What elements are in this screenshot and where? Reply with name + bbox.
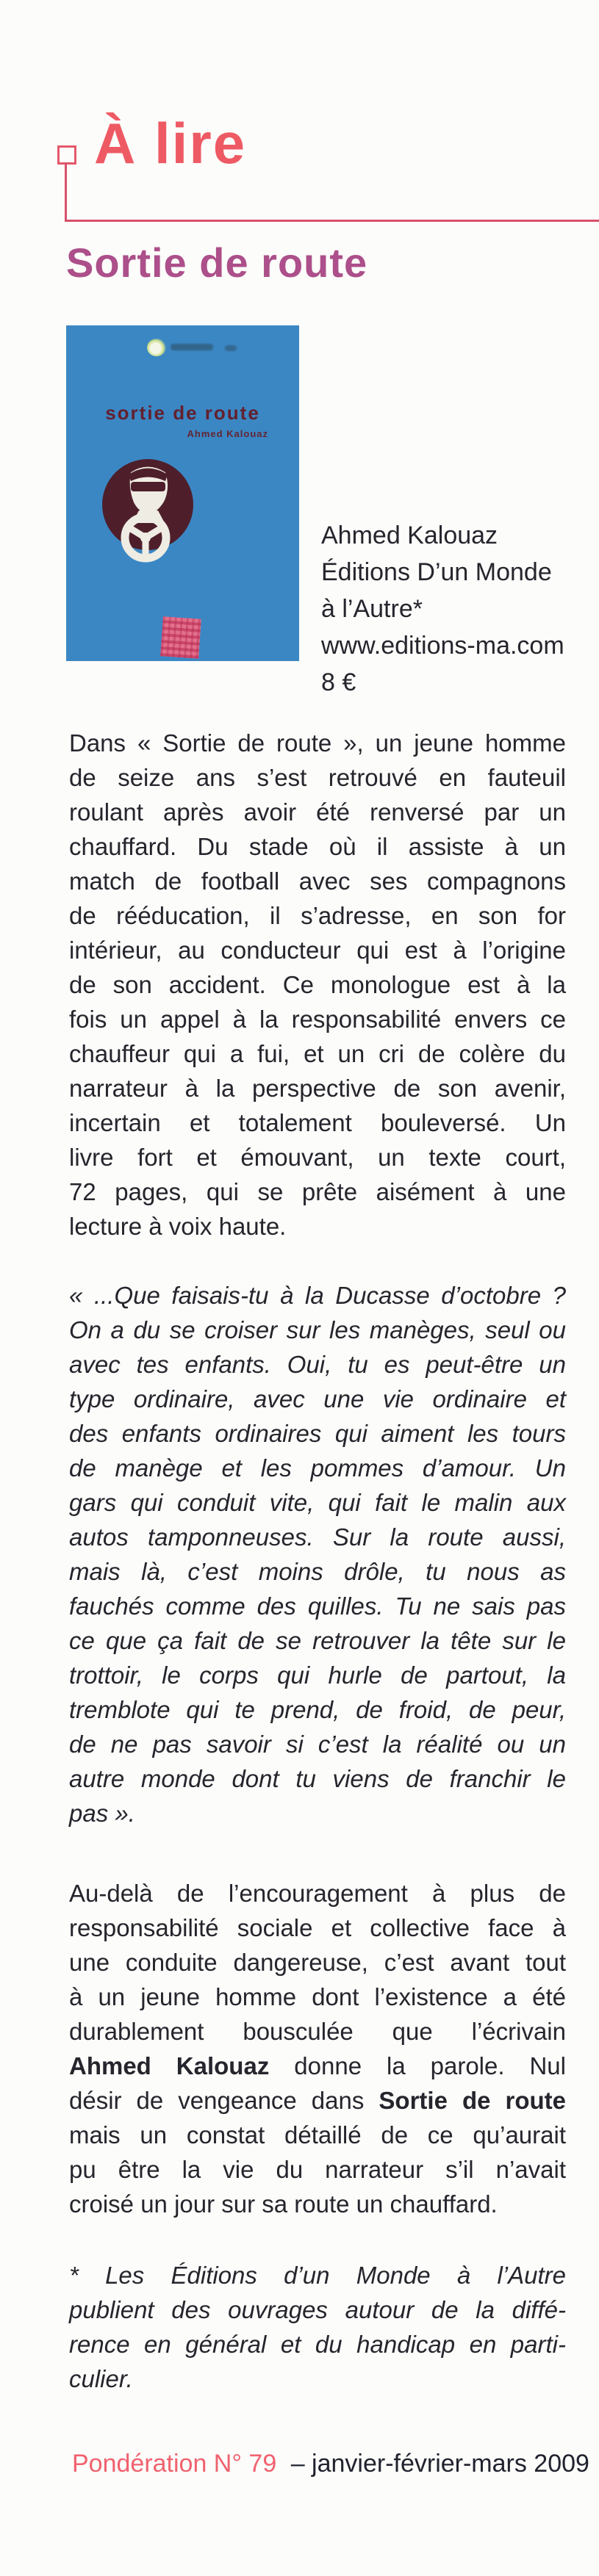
footer-date: – janvier-février-mars 2009: [290, 2450, 589, 2478]
text-line: croisé un jour sur sa route un chauffard.: [69, 2190, 498, 2218]
text-line: « ...Que faisais-tu à la Ducasse d’octobre ?: [69, 1282, 566, 1309]
text-line: chauffard. Du stade où il assiste à un: [69, 833, 566, 860]
text-line: avec tes enfants. Oui, tu es peut-être un: [69, 1351, 566, 1378]
text-line: pas ».: [69, 1800, 135, 1827]
text-line: de ne pas savoir si c’est la réalité ou un: [69, 1731, 566, 1758]
text-line: durablement bousculée que l’écrivain: [69, 2018, 566, 2045]
text-line: match de football avec ses compagnons: [69, 867, 566, 895]
cover-title: sortie de route: [105, 402, 260, 424]
text-line: Au-delà de l’encouragement à plus de: [69, 1880, 566, 1907]
text-line: des enfants ordinaires qui aiment les tours: [69, 1420, 566, 1447]
section-marker-square: [57, 145, 76, 165]
book-cover: [66, 325, 299, 661]
text-line: ce que ça fait de se retrouver la tête sur le: [69, 1627, 566, 1654]
text-line: gars qui conduit vite, qui fait le malin aux: [69, 1489, 566, 1516]
text-line: Ahmed Kalouaz: [321, 522, 498, 549]
text-line: * Les Éditions d’un Monde à l’Autre: [69, 2262, 566, 2289]
text-line: à un jeune homme dont l’existence a été: [69, 1983, 566, 2010]
text-line: publient des ouvrages autour de la diffé-: [69, 2296, 566, 2323]
section-rule-horizontal: [65, 220, 599, 222]
text-line: à l’Autre*: [321, 595, 423, 623]
book-info: [321, 517, 593, 701]
text-line: incertain et totalement bouleversé. Un: [69, 1109, 566, 1136]
text-line: narrateur à la perspective de son avenir,: [69, 1075, 566, 1102]
text-line: [69, 2049, 566, 2083]
paragraph-quote: [69, 1278, 566, 1830]
text-line: pu être la vie du narrateur s’il n’avait: [69, 2156, 566, 2183]
paragraph-footnote: [69, 2258, 566, 2396]
text-line: tremblote qui te prend, de froid, de peur,: [69, 1696, 566, 1723]
text-line: lecture à voix haute.: [69, 1213, 287, 1240]
text-line: fois un appel à la responsabilité envers ce: [69, 1006, 566, 1033]
text-segment: désir de vengeance dans: [69, 2087, 379, 2114]
text-line: fauchés comme des quilles. Tu ne sais pas: [69, 1592, 566, 1620]
text-line: autos tamponneuses. Sur la route aussi,: [69, 1523, 566, 1551]
text-line: Éditions D’un Monde: [321, 558, 552, 586]
text-line: de manège et les pommes d’amour. Un: [69, 1454, 566, 1482]
text-line: de seize ans s’est retrouvé en fauteuil: [69, 764, 566, 791]
paragraph-commentary: [69, 1876, 566, 2221]
text-line: une conduite dangereuse, c’est avant tout: [69, 1949, 566, 1976]
text-line: chauffeur qui a fui, et un cri de colère du: [69, 1040, 566, 1067]
text-line: mais là, c’est moins drôle, tu nous as: [69, 1558, 566, 1585]
text-line: On a du se croiser sur les manèges, seul ou: [69, 1316, 566, 1343]
text-line: de rééducation, il s’adresse, en son for: [69, 902, 566, 929]
driver-illustration: [66, 325, 299, 661]
footer-issue: Pondération N° 79: [72, 2450, 277, 2478]
text-line: trottoir, le corps qui hurle de partout, la: [69, 1662, 566, 1689]
text-line: livre fort et émouvant, un texte court,: [69, 1144, 566, 1171]
price-stamp: [160, 616, 201, 658]
text-line: [69, 2083, 566, 2118]
paragraph-review: [69, 726, 566, 1244]
text-line: intérieur, au conducteur qui est à l’origine: [69, 937, 566, 964]
section-title: À lire: [94, 111, 247, 176]
section-rule-vertical: [65, 162, 67, 221]
text-line: responsabilité sociale et collective face à: [69, 1914, 566, 1941]
text-line: 8 €: [321, 668, 356, 696]
text-segment: donne la parole. Nul: [269, 2052, 566, 2079]
text-line: Dans « Sortie de route », un jeune homme: [69, 729, 566, 757]
text-line: type ordinaire, avec une vie ordinaire et: [69, 1385, 566, 1413]
page-footer: [72, 2449, 589, 2478]
text-line: culier.: [69, 2365, 133, 2392]
text-line: roulant après avoir été renversé par un: [69, 798, 566, 826]
text-line: rence en général et du handicap en parti-: [69, 2331, 566, 2358]
text-line: mais un constat détaillé de ce qu’aurait: [69, 2121, 566, 2149]
text-line: 72 pages, qui se prête aisément à une: [69, 1178, 566, 1205]
text-line: www.editions-ma.com: [321, 632, 564, 660]
text-line: autre monde dont tu viens de franchir le: [69, 1765, 566, 1792]
article-title: Sortie de route: [66, 239, 368, 286]
bold-text-segment: Sortie de route: [379, 2087, 567, 2114]
bold-text-segment: Ahmed Kalouaz: [69, 2052, 270, 2079]
text-line: de son accident. Ce monologue est à la: [69, 971, 566, 998]
cover-author: Ahmed Kalouaz: [187, 428, 268, 439]
